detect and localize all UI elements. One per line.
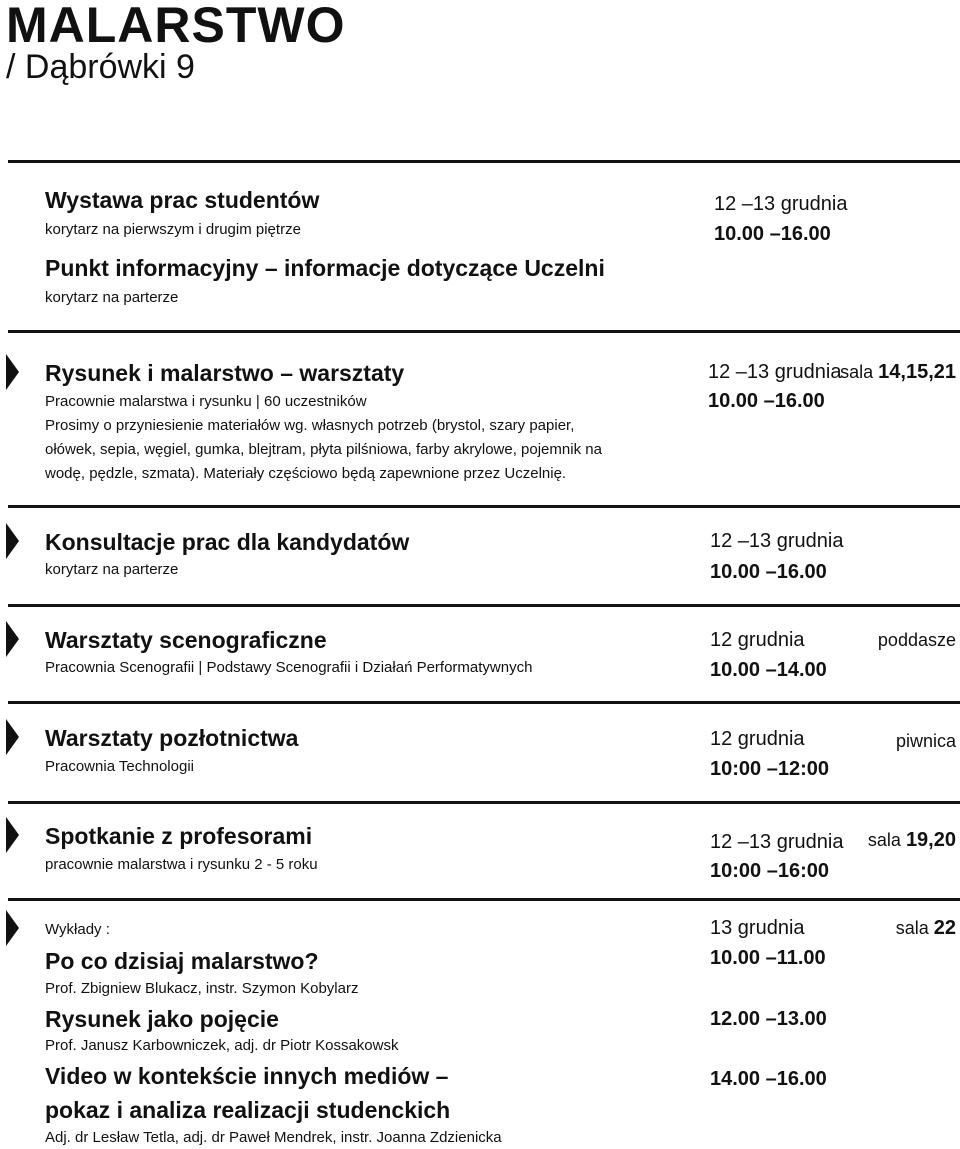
lectures-label: Wykłady : (45, 921, 110, 938)
lecture-title: Po co dzisiaj malarstwo? (45, 948, 319, 974)
professors-meeting-room: sala 19,20 (867, 829, 956, 851)
drawing-workshop-title: Rysunek i malarstwo – warsztaty (45, 360, 405, 386)
gilding-time: 10:00 –12:00 (710, 758, 829, 780)
professors-meeting-location: pracownie malarstwa i rysunku 2 - 5 roku (45, 856, 318, 873)
drawing-workshop-desc: ołówek, sepia, węgiel, gumka, blejtram, płyta pilśniowa, farby akrylowe, pojemnik na (45, 441, 602, 458)
info-point-title: Punkt informacyjny – informacje dotyczące Uczelni (45, 255, 605, 281)
info-point-location: korytarz na parterze (45, 289, 179, 306)
gilding-title: Warsztaty pozłotnictwa (45, 725, 299, 751)
lecture-title: Video w kontekście innych mediów – (45, 1063, 449, 1089)
professors-meeting-title: Spotkanie z profesorami (45, 823, 313, 849)
scenography-title: Warsztaty scenograficzne (45, 627, 327, 653)
lecture-title: Rysunek jako pojęcie (45, 1006, 279, 1032)
scenography-room: poddasze (877, 630, 956, 650)
lecture-time: 12.00 –13.00 (710, 1008, 827, 1030)
triangle-bullet-icon (6, 910, 19, 946)
drawing-workshop-time: 10.00 –16.00 (708, 390, 825, 412)
divider (8, 701, 960, 704)
divider (8, 604, 960, 607)
gilding-location: Pracownia Technologii (45, 758, 194, 775)
scenography-location: Pracownia Scenografii | Podstawy Scenografii i Działań Performatywnych (45, 659, 533, 676)
scenography-date: 12 grudnia (710, 629, 805, 651)
drawing-workshop-room: sala 14,15,21 (840, 361, 956, 383)
drawing-workshop-desc: Prosimy o przyniesienie materiałów wg. własnych potrzeb (brystol, szary papier, (45, 417, 575, 434)
divider (8, 160, 960, 163)
page-subtitle: / Dąbrówki 9 (6, 48, 195, 86)
exhibition-time: 10.00 –16.00 (714, 223, 831, 245)
divider (8, 505, 960, 508)
lecture-time: 10.00 –11.00 (710, 947, 826, 969)
lectures-date: 13 grudnia (710, 917, 805, 939)
gilding-date: 12 grudnia (710, 728, 805, 750)
triangle-bullet-icon (6, 523, 19, 559)
exhibition-location: korytarz na pierwszym i drugim piętrze (45, 221, 301, 238)
drawing-workshop-desc: wodę, pędzle, szmata). Materiały częściowo będą zapewnione przez Uczelnię. (45, 465, 567, 482)
exhibition-title: Wystawa prac studentów (45, 187, 320, 213)
consultation-location: korytarz na parterze (45, 561, 179, 578)
triangle-bullet-icon (6, 719, 19, 755)
professors-meeting-time: 10:00 –16:00 (710, 860, 829, 882)
lectures-room: sala 22 (895, 917, 956, 939)
triangle-bullet-icon (6, 354, 19, 390)
page-title: MALARSTWO (6, 0, 346, 53)
lecture-speakers: Prof. Zbigniew Blukacz, instr. Szymon Kobylarz (45, 980, 359, 997)
drawing-workshop-info: Pracownie malarstwa i rysunku | 60 uczestników (45, 393, 367, 410)
consultation-title: Konsultacje prac dla kandydatów (45, 529, 410, 555)
professors-meeting-date: 12 –13 grudnia (710, 831, 844, 853)
consultation-date: 12 –13 grudnia (710, 530, 844, 552)
lecture-speakers: Adj. dr Lesław Tetla, adj. dr Paweł Mendrek, instr. Joanna Zdzienicka (45, 1129, 502, 1146)
lecture-speakers: Prof. Janusz Karbowniczek, adj. dr Piotr Kossakowsk (45, 1037, 399, 1054)
scenography-time: 10.00 –14.00 (710, 659, 827, 681)
triangle-bullet-icon (6, 621, 19, 657)
lecture-time: 14.00 –16.00 (710, 1068, 827, 1090)
gilding-room: piwnica (895, 731, 956, 751)
drawing-workshop-date: 12 –13 grudnia (708, 361, 842, 383)
divider (8, 330, 960, 333)
lecture-title: pokaz i analiza realizacji studenckich (45, 1097, 451, 1123)
divider (8, 898, 960, 901)
triangle-bullet-icon (6, 817, 19, 853)
exhibition-date: 12 –13 grudnia (714, 193, 848, 215)
consultation-time: 10.00 –16.00 (710, 561, 827, 583)
divider (8, 801, 960, 804)
